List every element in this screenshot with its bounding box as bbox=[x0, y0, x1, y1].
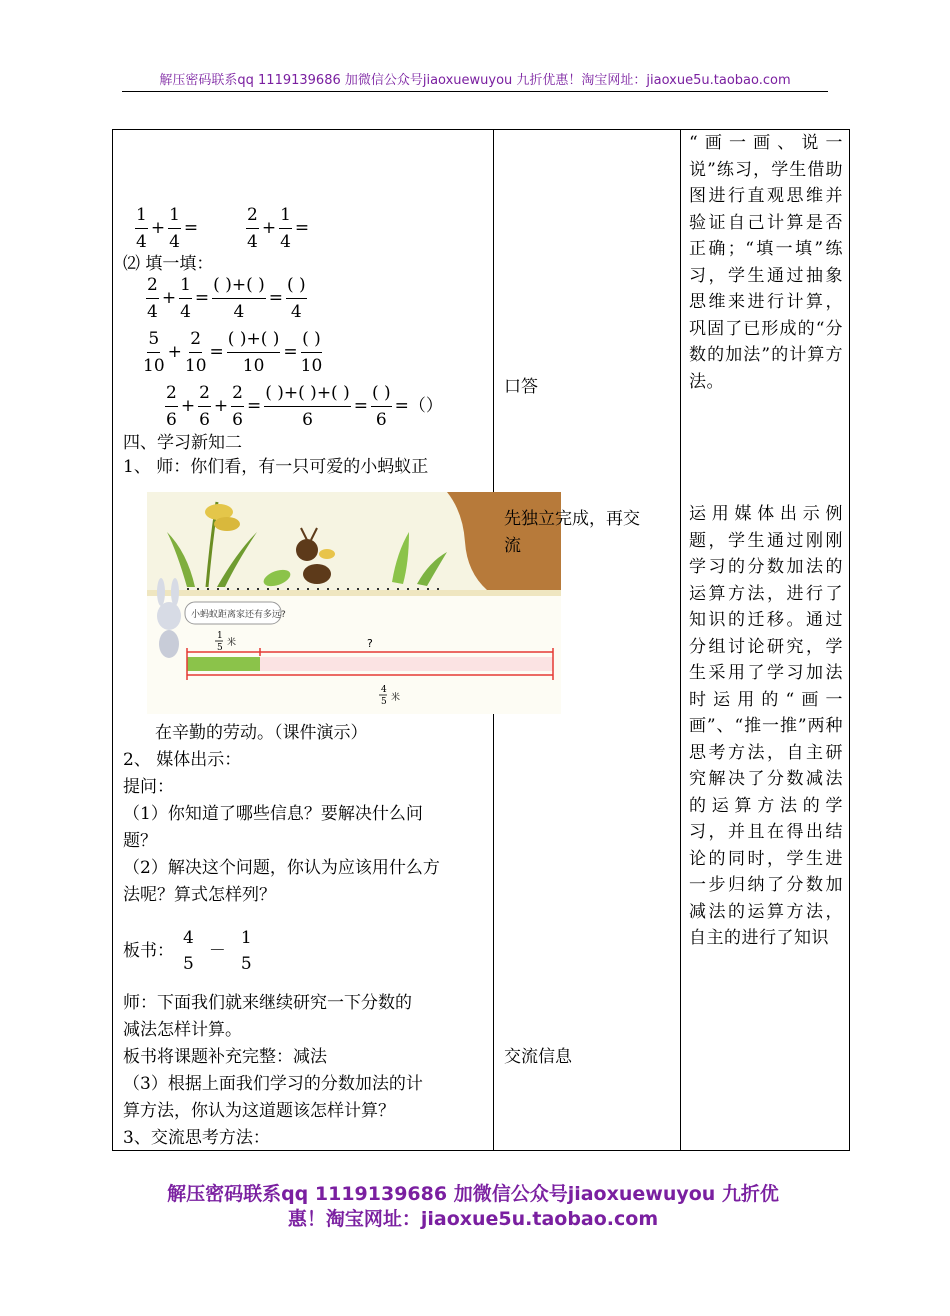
bar-top-fraction-num: 1 bbox=[217, 631, 223, 641]
question-3b: 算方法，你认为这道题该怎样计算？ bbox=[123, 1101, 395, 1121]
item-1: 1、 师：你们看，有一只可爱的小蚂蚁正 bbox=[123, 457, 429, 477]
question-3a: （3）根据上面我们学习的分数加法的计 bbox=[123, 1074, 423, 1094]
student-answer-1: 口答 bbox=[504, 377, 538, 397]
item-3: 3、交流思考方法： bbox=[123, 1128, 270, 1148]
item-2: 2、 媒体出示： bbox=[123, 750, 242, 770]
student-column bbox=[494, 130, 681, 1151]
section-heading: 四、学习新知二 bbox=[123, 433, 242, 453]
header-rule bbox=[122, 91, 828, 92]
equation-row-1: $\frac{1}{4}$ + $\frac{1}{4}$ = bbox=[135, 202, 201, 255]
activity-column bbox=[113, 130, 494, 1151]
board-note: 板书将课题补充完整：减法 bbox=[123, 1047, 327, 1067]
bar-top-unit: 米 bbox=[227, 638, 237, 648]
ask-label: 提问： bbox=[123, 777, 174, 797]
student-answer-2a: 先独立完成，再交 bbox=[504, 509, 640, 529]
bar-bottom-unit: 米 bbox=[391, 693, 401, 703]
speech-bubble-text: 小蚂蚁距离家还有多远? bbox=[191, 610, 286, 620]
intent-paragraph-1: “画一画、说一说”练习，学生借助图进行直观思维并验证自己计算是否正确；“填一填”练习，学生通过抽象思维来进行计算，巩固了已形成的“分数的加法”的计算方法。 bbox=[689, 133, 843, 392]
distance-bar-walked bbox=[187, 657, 260, 671]
footer-line-2: 惠！淘宝网址：jiaoxue5u.taobao.com bbox=[287, 1208, 659, 1230]
bar-top-fraction-den: 5 bbox=[217, 643, 223, 653]
header-watermark: 解压密码联系qq 1119139686 加微信公众号jiaoxuewuyou 九折优惠！淘宝网址：jiaoxue5u.taobao.com bbox=[159, 73, 791, 88]
intent-column bbox=[681, 130, 850, 1151]
question-1a: （1）你知道了哪些信息？要解决什么问 bbox=[123, 804, 423, 824]
bar-bottom-fraction-den: 5 bbox=[381, 697, 387, 707]
teacher-line-1: 师：下面我们就来继续研究一下分数的 bbox=[123, 993, 412, 1013]
bar-bottom-fraction-num: 4 bbox=[381, 685, 387, 695]
question-1b: 题？ bbox=[123, 831, 157, 851]
question-2a: （2）解决这个问题，你认为应该用什么方 bbox=[123, 858, 440, 878]
student-answer-2b: 流 bbox=[504, 536, 521, 556]
question-2b: 法呢？算式怎样列？ bbox=[123, 885, 276, 905]
equation-row-2: $\frac{2}{4}$ + $\frac{1}{4}$ = bbox=[246, 202, 312, 255]
lesson-table bbox=[112, 129, 850, 1151]
student-answer-3: 交流信息 bbox=[504, 1047, 572, 1067]
fill-equation-2: $\frac{5}{10}$ + $\frac{2}{10}$ = $\frac{( )+( )}{10}$ = $\frac{( )}{10}$ bbox=[143, 326, 322, 379]
teacher-line-2: 减法怎样计算。 bbox=[123, 1020, 242, 1040]
item-1-continued: 在辛勤的劳动。（课件演示） bbox=[155, 723, 368, 743]
board-expression: 板书： 4 5 － 1 5 bbox=[123, 928, 252, 974]
footer-watermark bbox=[112, 1182, 834, 1232]
footer-line-1: 解压密码联系qq 1119139686 加微信公众号jiaoxuewuyou 九折优 bbox=[167, 1183, 779, 1205]
bar-question-mark: ? bbox=[367, 637, 373, 650]
intent-paragraph-2: 运用媒体出示例题，学生通过刚刚学习的分数加法的运算方法，进行了知识的迁移。通过分组讨论研究，学生采用了学习加法时运用的“画一画”、“推一推”两种思考方法，自主研究解决了分数减法的运算方法的学习，并且在得出结论的同时，学生进一步归纳了分数加减法的运算方法，自主的进行了知识 bbox=[689, 504, 843, 948]
fill-equation-1: $\frac{2}{4}$ + $\frac{1}{4}$ = $\frac{( )+( )}{4}$ = $\frac{( )}{4}$ bbox=[146, 272, 307, 325]
fill-title: ⑵ 填一填： bbox=[123, 254, 214, 274]
fill-equation-3: $\frac{2}{6}$ + $\frac{2}{6}$ + $\frac{2}{6}$ = $\frac{( )+( )+( )}{6}$ = $\frac{( )}{6}$ =（） bbox=[165, 380, 446, 433]
